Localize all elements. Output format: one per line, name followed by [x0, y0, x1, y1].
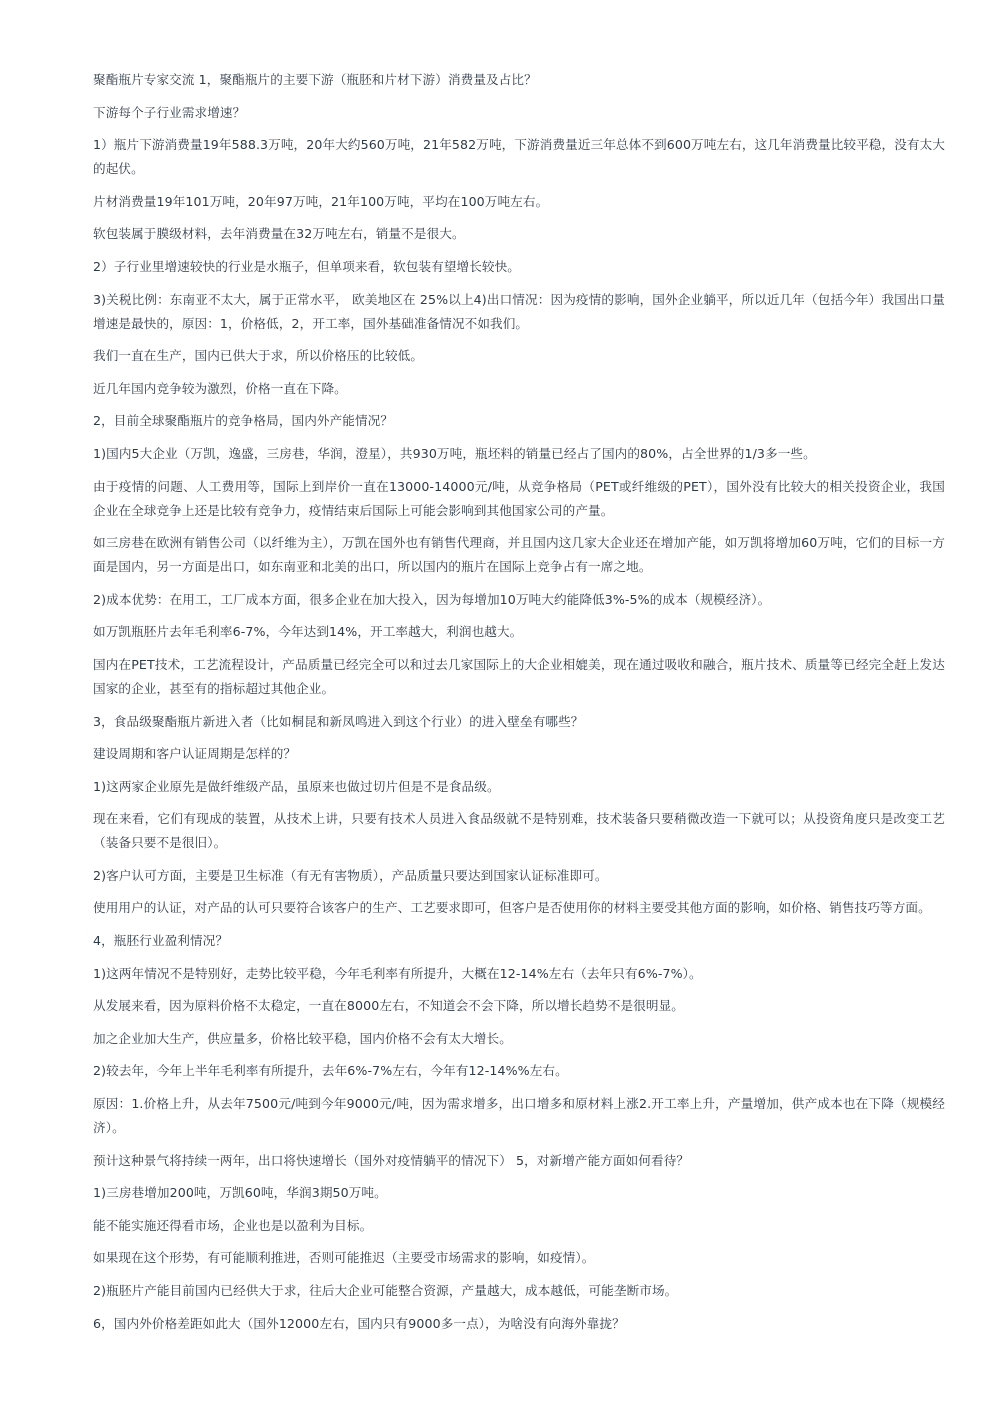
- paragraph: 使用用户的认证，对产品的认可只要符合该客户的生产、工艺要求即可，但客户是否使用你的材料主要受其他方面的影响，如价格、销售技巧等方面。: [93, 900, 931, 916]
- paragraph: 如三房巷在欧洲有销售公司（以纤维为主），万凯在国外也有销售代理商，并且国内这几家大企业还在增加产能，如万凯将增加60万吨，它们的目标一方面是国内，另一方面是出口，如东南亚和北美的出口，所以国内的瓶片在国际上竞争占有一席之地。: [93, 535, 945, 575]
- paragraph: 预计这种景气将持续一两年，出口将快速增长（国外对疫情躺平的情况下） 5，对新增产能方面如何看待？: [93, 1152, 690, 1168]
- paragraph: 2)瓶胚片产能目前国内已经供大于求，往后大企业可能整合资源，产量越大，成本越低，可能垄断市场。: [93, 1283, 678, 1298]
- paragraph: 3)关税比例：东南亚不太大，属于正常水平， 欧美地区在 25%以上4)出口情况：因为疫情的影响，国外企业躺平，所以近几年（包括今年）我国出口量增速是最快的，原因：1，价格低，2，开工率，国外基础准备情况不如我们。: [93, 291, 945, 331]
- paragraph: 我们一直在生产，国内已供大于求，所以价格压的比较低。: [93, 348, 424, 364]
- paragraph: 片材消费量19年101万吨，20年97万吨，21年100万吨，平均在100万吨左右。: [93, 193, 549, 209]
- paragraph: 如果现在这个形势，有可能顺利推进，否则可能推迟（主要受市场需求的影响，如疫情）。: [93, 1250, 595, 1266]
- question-3-title: 3，食品级聚酯瓶片新进入者（比如桐昆和新凤鸣进入到这个行业）的进入壁垒有哪些？: [93, 713, 584, 729]
- paragraph: 2)成本优势：在用工，工厂成本方面，很多企业在加大投入，因为每增加10万吨大约能降低3%-5%的成本（规模经济）。: [93, 591, 771, 607]
- paragraph: 1)三房巷增加200吨，万凯60吨，华润3期50万吨。: [93, 1185, 387, 1201]
- question-1-title: 聚酯瓶片专家交流 1，聚酯瓶片的主要下游（瓶胚和片材下游）消费量及占比？: [93, 72, 537, 87]
- paragraph: 1)国内5大企业（万凯，逸盛，三房巷，华润，澄星），共930万吨，瓶坯料的销量已经占了国内的80%，占全世界的1/3多一些。: [93, 445, 816, 461]
- question-4-title: 4，瓶胚行业盈利情况？: [93, 933, 229, 949]
- paragraph: 近几年国内竞争较为激烈，价格一直在下降。: [93, 380, 347, 396]
- paragraph: 国内在PET技术，工艺流程设计，产品质量已经完全可以和过去几家国际上的大企业相媲美，现在通过吸收和融合，瓶片技术、质量等已经完全赶上发达国家的企业，甚至有的指标超过其他企业。: [93, 656, 945, 696]
- paragraph: 由于疫情的问题、人工费用等，国际上到岸价一直在13000-14000元/吨，从竞争格局（PET或纤维级的PET），国外没有比较大的相关投资企业，我国企业在全球竞争上还是比较有竞争力，疫情结束后国际上可能会影响到其他国家公司的产量。: [93, 478, 945, 518]
- paragraph: 能不能实施还得看市场，企业也是以盈利为目标。: [93, 1217, 373, 1233]
- paragraph: 现在来看，它们有现成的装置，从技术上讲，只要有技术人员进入食品级就不是特别难，技术装备只要稍微改造一下就可以；从投资角度只是改变工艺（装备只要不是很旧）。: [93, 811, 945, 851]
- question-1-subtitle: 下游每个子行业需求增速？: [93, 104, 246, 120]
- paragraph: 1)这两年情况不是特别好，走势比较平稳，今年毛利率有所提升，大概在12-14%左右（去年只有6%-7%）。: [93, 965, 702, 981]
- paragraph: 原因：1.价格上升，从去年7500元/吨到今年9000元/吨，因为需求增多，出口增多和原材料上涨2.开工率上升，产量增加，供产成本也在下降（规模经济）。: [93, 1096, 945, 1136]
- paragraph: 软包装属于膜级材料，去年消费量在32万吨左右，销量不是很大。: [93, 226, 465, 242]
- paragraph: 如万凯瓶胚片去年毛利率6-7%，今年达到14%，开工率越大，利润也越大。: [93, 624, 523, 640]
- paragraph: 2)客户认可方面，主要是卫生标准（有无有害物质），产品质量只要达到国家认证标准即可。: [93, 867, 608, 883]
- paragraph: 2）子行业里增速较快的行业是水瓶子，但单项来看，软包装有望增长较快。: [93, 258, 521, 274]
- paragraph: 2)较去年，今年上半年毛利率有所提升，去年6%-7%左右，今年有12-14%%左右。: [93, 1063, 568, 1079]
- document-body: [93, 68, 945, 1344]
- question-2-title: 2，目前全球聚酯瓶片的竞争格局，国内外产能情况？: [93, 413, 394, 429]
- paragraph: 从发展来看，因为原料价格不太稳定，一直在8000左右，不知道会不会下降，所以增长趋势不是很明显。: [93, 998, 684, 1014]
- question-3-subtitle: 建设周期和客户认证周期是怎样的？: [93, 746, 297, 762]
- paragraph: 1)这两家企业原先是做纤维级产品，虽原来也做过切片但是不是食品级。: [93, 778, 500, 794]
- paragraph: 1）瓶片下游消费量19年588.3万吨，20年大约560万吨，21年582万吨，下游消费量近三年总体不到600万吨左右，这几年消费量比较平稳，没有太大的起伏。: [93, 137, 945, 177]
- paragraph: 加之企业加大生产，供应量多，价格比较平稳，国内价格不会有太大增长。: [93, 1030, 512, 1046]
- question-6-title: 6，国内外价格差距如此大（国外12000左右，国内只有9000多一点），为啥没有向海外靠拢？: [93, 1315, 625, 1331]
